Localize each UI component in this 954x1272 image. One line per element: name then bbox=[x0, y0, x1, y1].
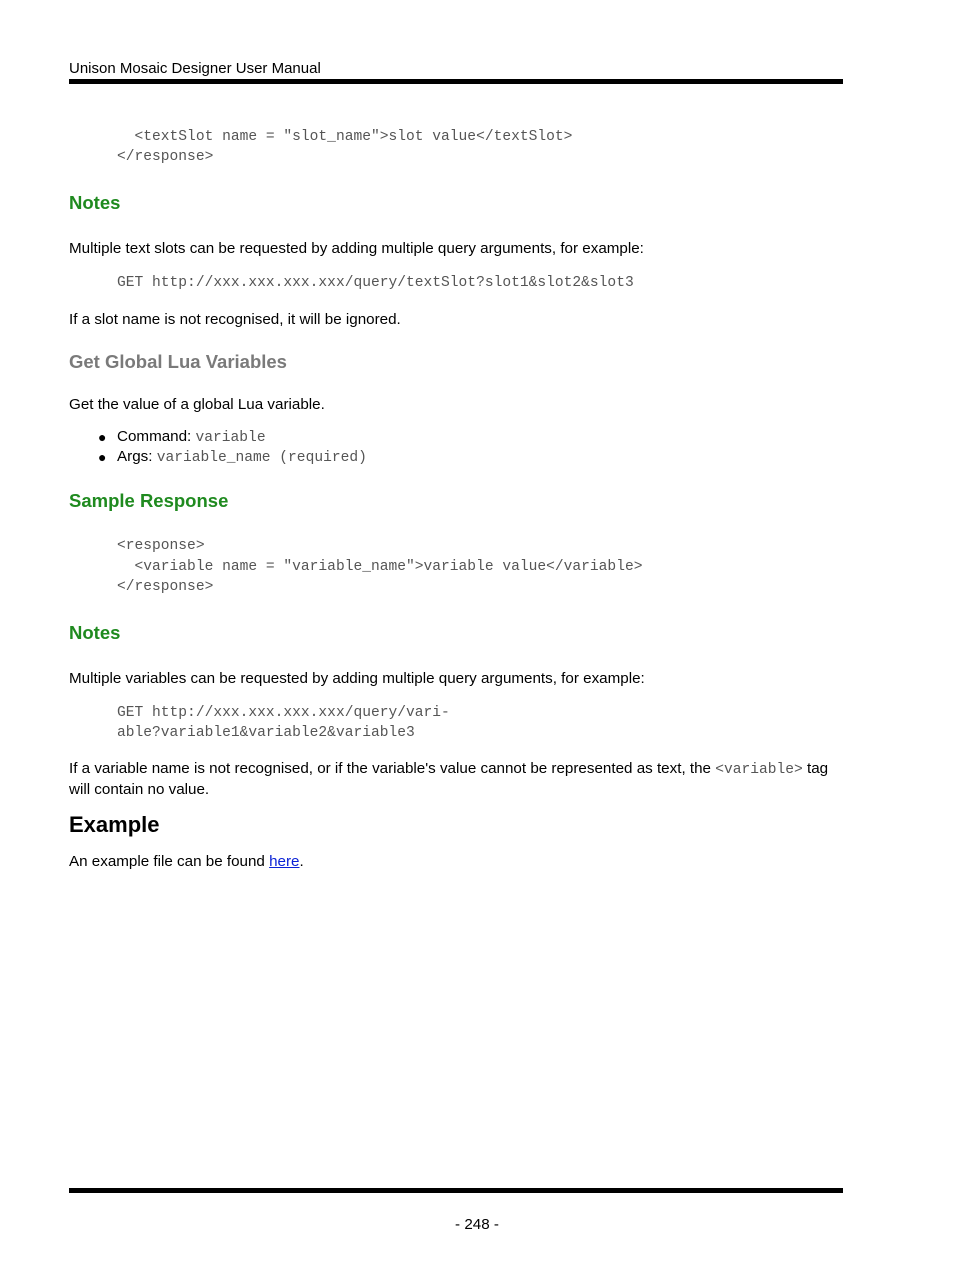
footer-rule bbox=[69, 1188, 843, 1193]
text-run: . bbox=[299, 853, 304, 870]
section-heading: Get Global Lua Variables bbox=[69, 351, 287, 372]
args-label: Args: bbox=[117, 448, 153, 465]
command-value: variable bbox=[195, 430, 266, 446]
header-rule bbox=[69, 79, 843, 84]
notes-heading: Notes bbox=[69, 192, 121, 213]
notes-heading: Notes bbox=[69, 622, 121, 643]
notes-paragraph: Multiple variables can be requested by adding multiple query arguments, for example: bbox=[69, 670, 645, 687]
bullet-icon: ● bbox=[98, 449, 107, 465]
example-paragraph bbox=[69, 851, 304, 872]
example-file-link[interactable]: here bbox=[269, 853, 300, 870]
variable-tag-code: <variable> bbox=[715, 762, 803, 778]
code-line: </response> bbox=[117, 579, 214, 595]
sample-response-heading: Sample Response bbox=[69, 490, 229, 511]
notes-paragraph: Multiple text slots can be requested by adding multiple query arguments, for example: bbox=[69, 240, 644, 257]
code-line: </response> bbox=[117, 149, 214, 165]
code-line: <textSlot name = "slot_name">slot value</textSlot> bbox=[117, 129, 573, 145]
code-line: GET http://xxx.xxx.xxx.xxx/query/vari- bbox=[117, 705, 450, 721]
code-line: <response> bbox=[117, 538, 205, 554]
command-label: Command: bbox=[117, 428, 192, 445]
section-description: Get the value of a global Lua variable. bbox=[69, 396, 325, 413]
text-run: tag bbox=[802, 760, 829, 777]
text-run: If a variable name is not recognised, or if the variable's value cannot be represented as text, the bbox=[69, 760, 716, 777]
notes-paragraph: will contain no value. bbox=[69, 781, 210, 798]
code-line: able?variable1&variable2&variable3 bbox=[117, 725, 415, 741]
list-item bbox=[98, 447, 367, 468]
args-value: variable_name (required) bbox=[156, 450, 367, 466]
text-run: An example file can be found bbox=[69, 853, 270, 870]
document-title: Unison Mosaic Designer User Manual bbox=[69, 60, 321, 77]
code-line: GET http://xxx.xxx.xxx.xxx/query/textSlot?slot1&slot2&slot3 bbox=[117, 275, 634, 291]
list-item bbox=[98, 427, 266, 448]
code-line: <variable name = "variable_name">variable value</variable> bbox=[117, 559, 643, 575]
bullet-icon: ● bbox=[98, 429, 107, 445]
page-number: - 248 - bbox=[455, 1216, 499, 1233]
notes-paragraph: If a slot name is not recognised, it will be ignored. bbox=[69, 311, 401, 328]
example-heading: Example bbox=[69, 812, 160, 837]
notes-paragraph bbox=[69, 758, 828, 781]
